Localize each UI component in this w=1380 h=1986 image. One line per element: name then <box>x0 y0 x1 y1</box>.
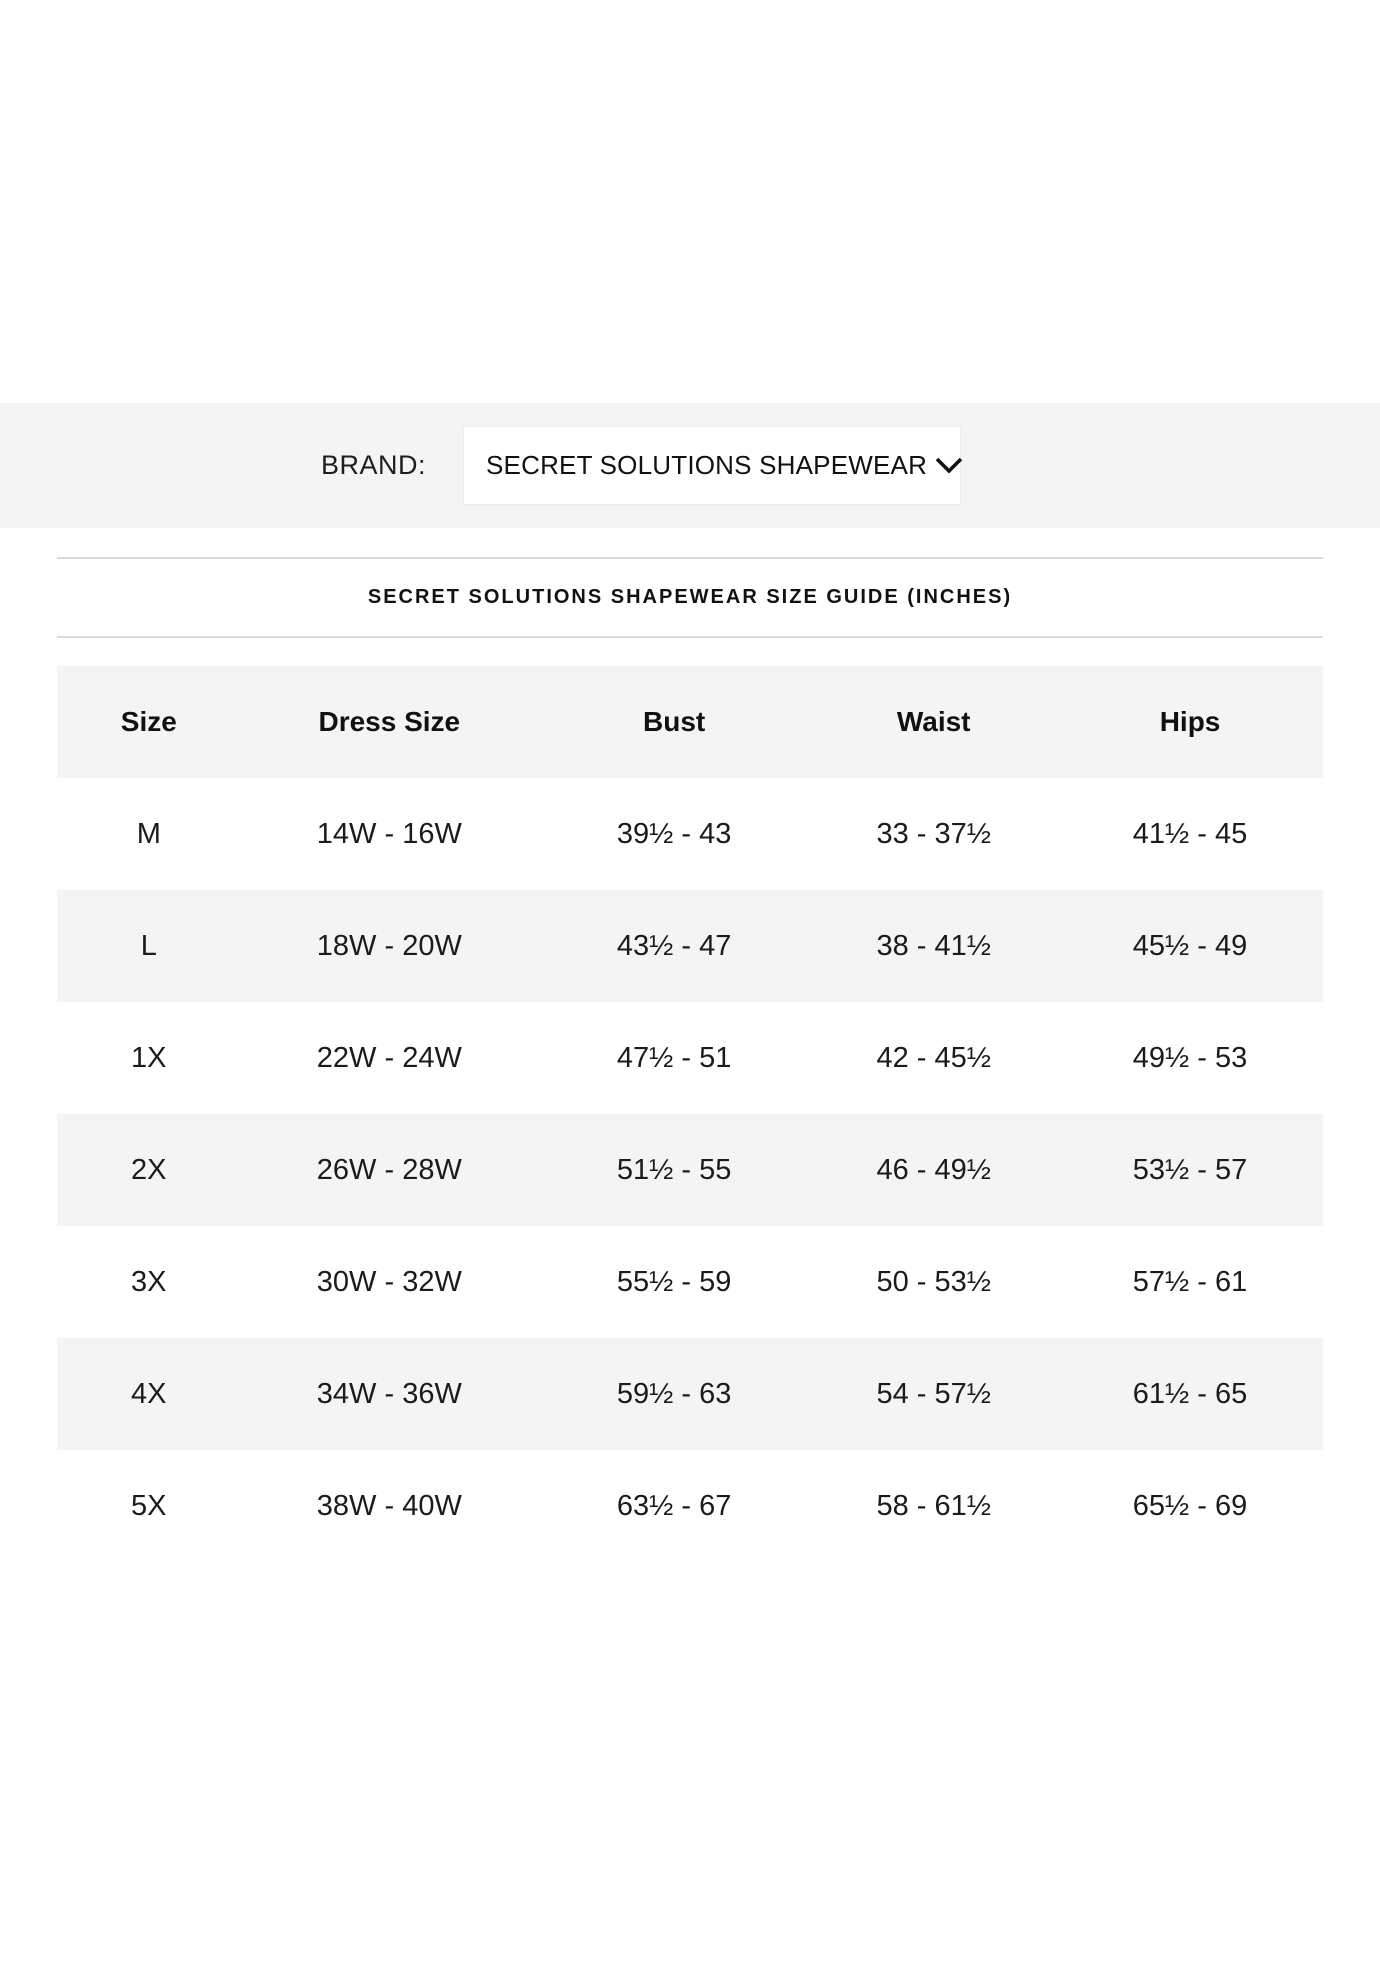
cell-waist: 54 - 57½ <box>876 1377 991 1410</box>
size-guide-title: SECRET SOLUTIONS SHAPEWEAR SIZE GUIDE (INCHES) <box>367 586 1013 608</box>
table-row <box>57 890 1323 1002</box>
cell-size: 2X <box>131 1153 167 1186</box>
cell-hips: 57½ - 61 <box>1132 1265 1248 1298</box>
column-header-hips: Hips <box>1159 706 1221 737</box>
cell-size: L <box>140 929 157 962</box>
size-guide-title-block <box>57 557 1323 638</box>
brand-dropdown[interactable] <box>463 426 961 505</box>
cell-size: 4X <box>131 1377 167 1410</box>
cell-dress-size: 38W - 40W <box>316 1489 462 1522</box>
brand-label: BRAND: <box>321 450 427 480</box>
cell-hips: 45½ - 49 <box>1132 929 1248 962</box>
cell-dress-size: 30W - 32W <box>316 1265 462 1298</box>
cell-hips: 49½ - 53 <box>1132 1041 1248 1074</box>
column-header-size: Size <box>120 706 177 737</box>
size-guide-table <box>57 666 1323 1562</box>
table-row <box>57 1450 1323 1562</box>
cell-bust: 55½ - 59 <box>616 1265 732 1298</box>
table-header-row <box>57 666 1323 778</box>
cell-hips: 41½ - 45 <box>1132 817 1248 850</box>
cell-hips: 65½ - 69 <box>1132 1489 1248 1522</box>
cell-dress-size: 14W - 16W <box>316 817 462 850</box>
cell-waist: 33 - 37½ <box>876 817 991 850</box>
cell-waist: 42 - 45½ <box>876 1041 991 1074</box>
cell-hips: 61½ - 65 <box>1132 1377 1248 1410</box>
brand-selector-bar <box>0 403 1380 528</box>
cell-bust: 63½ - 67 <box>616 1489 732 1522</box>
chevron-down-icon <box>935 457 963 474</box>
table-row <box>57 1226 1323 1338</box>
cell-size: 3X <box>131 1265 167 1298</box>
table-row <box>57 1002 1323 1114</box>
cell-waist: 38 - 41½ <box>876 929 991 962</box>
cell-dress-size: 18W - 20W <box>316 929 462 962</box>
cell-hips: 53½ - 57 <box>1132 1153 1248 1186</box>
cell-waist: 50 - 53½ <box>876 1265 991 1298</box>
cell-size: 5X <box>131 1489 167 1522</box>
cell-dress-size: 34W - 36W <box>316 1377 462 1410</box>
cell-dress-size: 26W - 28W <box>316 1153 462 1186</box>
table-row <box>57 778 1323 890</box>
cell-waist: 46 - 49½ <box>876 1153 991 1186</box>
cell-dress-size: 22W - 24W <box>316 1041 462 1074</box>
cell-bust: 43½ - 47 <box>616 929 732 962</box>
cell-bust: 39½ - 43 <box>616 817 732 850</box>
cell-waist: 58 - 61½ <box>876 1489 991 1522</box>
brand-dropdown-value: SECRET SOLUTIONS SHAPEWEAR <box>486 450 928 480</box>
column-header-bust: Bust <box>643 706 706 737</box>
cell-bust: 51½ - 55 <box>616 1153 732 1186</box>
cell-bust: 47½ - 51 <box>616 1041 732 1074</box>
cell-size: M <box>136 817 161 850</box>
table-row <box>57 1114 1323 1226</box>
cell-size: 1X <box>131 1041 167 1074</box>
cell-bust: 59½ - 63 <box>616 1377 732 1410</box>
table-row <box>57 1338 1323 1450</box>
column-header-dress-size: Dress Size <box>318 706 461 737</box>
column-header-waist: Waist <box>896 706 971 737</box>
brand-selector-group <box>321 426 961 505</box>
